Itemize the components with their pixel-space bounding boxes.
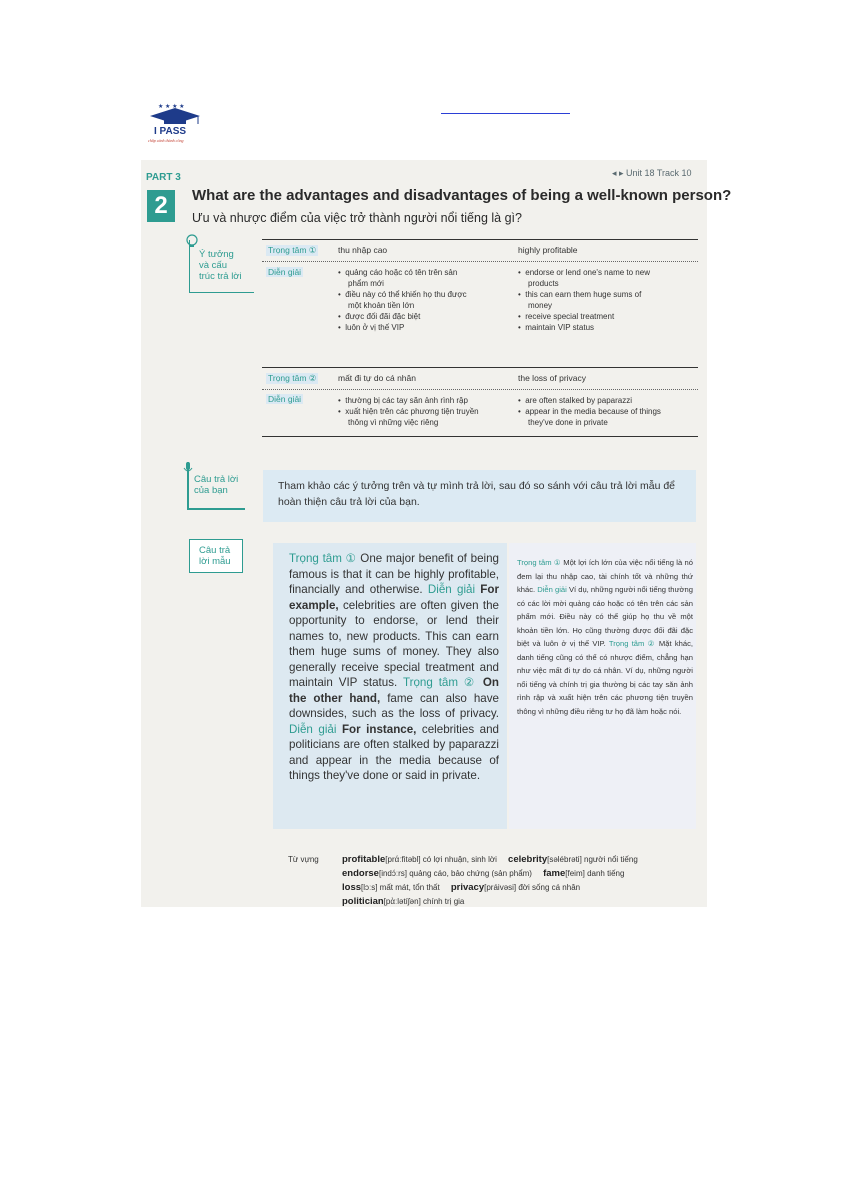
point2-divider (262, 389, 698, 390)
question-english: What are the advantages and disadvantages of being a well-known person? (192, 187, 732, 204)
vocab-label: Từ vựng (288, 855, 319, 864)
list-item: • xuất hiện trên các phương tiện truyền (338, 407, 479, 416)
ipass-logo (140, 100, 210, 150)
list-item: • điều này có thể khiến họ thu được (338, 290, 467, 299)
table-middle-rule (262, 367, 698, 368)
vocab-line: politician[pὰːlətíʃən] chính trị gia (342, 896, 465, 907)
sample-answer-label: Câu trả lời mẫu (199, 545, 231, 567)
list-item: • this can earn them huge sums of (518, 290, 642, 299)
sample-vi-tag2: Diễn giải (537, 585, 567, 594)
sample-vi-tag3: Trọng tâm ② (608, 639, 656, 648)
point2-detail-tag: Diễn giải (268, 394, 302, 404)
point1-en-bullets (518, 267, 696, 333)
list-item: • được đối đãi đặc biệt (338, 312, 421, 321)
table-top-rule (262, 239, 698, 240)
point1-en: highly profitable (518, 245, 578, 255)
list-item: • appear in the media because of things (518, 407, 661, 416)
point1-detail-tag: Diễn giải (268, 267, 302, 277)
list-item: products (528, 279, 559, 288)
list-item: phẩm mới (348, 279, 384, 288)
sample-en-tag2: Diễn giải (427, 583, 476, 596)
list-item: một khoản tiền lớn (348, 301, 415, 310)
sample-en-tag1: Trọng tâm ① (289, 552, 357, 565)
point1-vi-bullets (338, 267, 508, 333)
list-item: • endorse or lend one's name to new (518, 268, 650, 277)
microphone-icon (183, 462, 193, 481)
vocab-line: profitable[prάːfitəbl] có lợi nhuận, sinh lời celebrity[səlébrəti] người nổi tiếng (342, 854, 638, 865)
point1-tag: Trọng tâm ① (268, 245, 317, 255)
list-item: money (528, 301, 553, 310)
list-item: thông vì những việc riêng (348, 418, 439, 427)
list-item: • are often stalked by paparazzi (518, 396, 632, 405)
list-item: • luôn ở vị thế VIP (338, 323, 405, 332)
point2-en-bullets (518, 395, 698, 428)
ideas-side-label: Ý tưởng và cấu trúc trả lời (199, 249, 242, 282)
list-item: • thường bị các tay săn ảnh rình rập (338, 396, 468, 405)
sample-vi-tag1: Trọng tâm ① (517, 558, 561, 567)
point2-vi-bullets (338, 395, 514, 428)
your-answer-side-label: Câu trả lời của bạn (194, 474, 239, 496)
list-item: they've done in private (528, 418, 608, 427)
list-item: • maintain VIP status (518, 323, 595, 332)
sample-en-tag3: Trọng tâm ② (402, 676, 477, 689)
question-number: 2 (147, 190, 175, 222)
sample-en-tag4: Diễn giải (289, 722, 337, 736)
lightbulb-icon (186, 234, 198, 251)
your-answer-side-underline (187, 508, 245, 510)
logo-tagline: chắp cánh thành công (148, 138, 184, 143)
question-vietnamese: Ưu và nhược điểm của việc trở thành người nổi tiếng là gì? (192, 211, 522, 225)
vocab-line: loss[lɔːs] mất mát, tổn thất privacy[práivəsi] đời sống cá nhân (342, 882, 581, 893)
point1-divider (262, 261, 698, 262)
header-link-underline[interactable] (441, 113, 570, 114)
table-bottom-rule (262, 436, 698, 437)
point2-en: the loss of privacy (518, 373, 587, 383)
vocab-list (342, 853, 638, 909)
point2-vi: mất đi tự do cá nhân (338, 373, 416, 383)
svg-text:★ ★ ★ ★: ★ ★ ★ ★ (158, 104, 185, 110)
list-item: • quảng cáo hoặc có tên trên sản (338, 268, 458, 277)
point2-tag: Trọng tâm ② (268, 373, 317, 383)
part-label: PART 3 (146, 172, 181, 183)
audio-track-label: ◂ ▸ Unit 18 Track 10 (612, 168, 692, 178)
point1-vi: thu nhập cao (338, 245, 388, 255)
sample-answer-english: Trọng tâm ① One major benefit of being famous is that it can be highly profitable, financially and otherwise. Diễn giải For example, celebrities are often given the opportunity to endorse, or lend their names to, new products. This can earn them huge sums of money. They also generally receive special treatment and maintain VIP status. Trọng tâm ② On the other hand, fame can also have downsides, such as the loss of privacy. Diễn giải For instance, celebrities and politicians are often stalked by paparazzi and appear in the media because of things they've done or said in private. (289, 552, 499, 782)
sample-answer-vietnamese: Trọng tâm ① Một lợi ích lớn của việc nổi tiếng là nó đem lại thu nhập cao, tài chính tốt và những thứ khác. Diễn giải Ví dụ, những người nổi tiếng thường có các lời mời quảng cáo hoặc có tên trên các sản phẩm mới. Điều này có thể giúp họ thu về một khoản tiền lớn. Họ cũng thường được đối đãi đặc biệt và luôn ở vị thế VIP. Trọng tâm ② Mặt khác, danh tiếng cũng có thể có nhược điểm, chẳng hạn như việc mất đi tự do cá nhân. Ví dụ, những người nổi tiếng và chính trị gia thường bị các tay săn ảnh rình rập và xuất hiện trên các phương tiện truyền thông vì những điều riêng tư họ đã làm hoặc nói. (517, 558, 693, 716)
vocab-line: endorse[indɔ́ːrs] quảng cáo, bảo chứng (sản phẩm) fame[feim] danh tiếng (342, 868, 625, 879)
your-answer-instructions: Tham khảo các ý tưởng trên và tự mình trả lời, sau đó so sánh với câu trả lời mẫu để hoàn thiện câu trả lời của bạn. (278, 480, 676, 508)
list-item: • receive special treatment (518, 312, 615, 321)
logo-text: I PASS (154, 126, 187, 137)
